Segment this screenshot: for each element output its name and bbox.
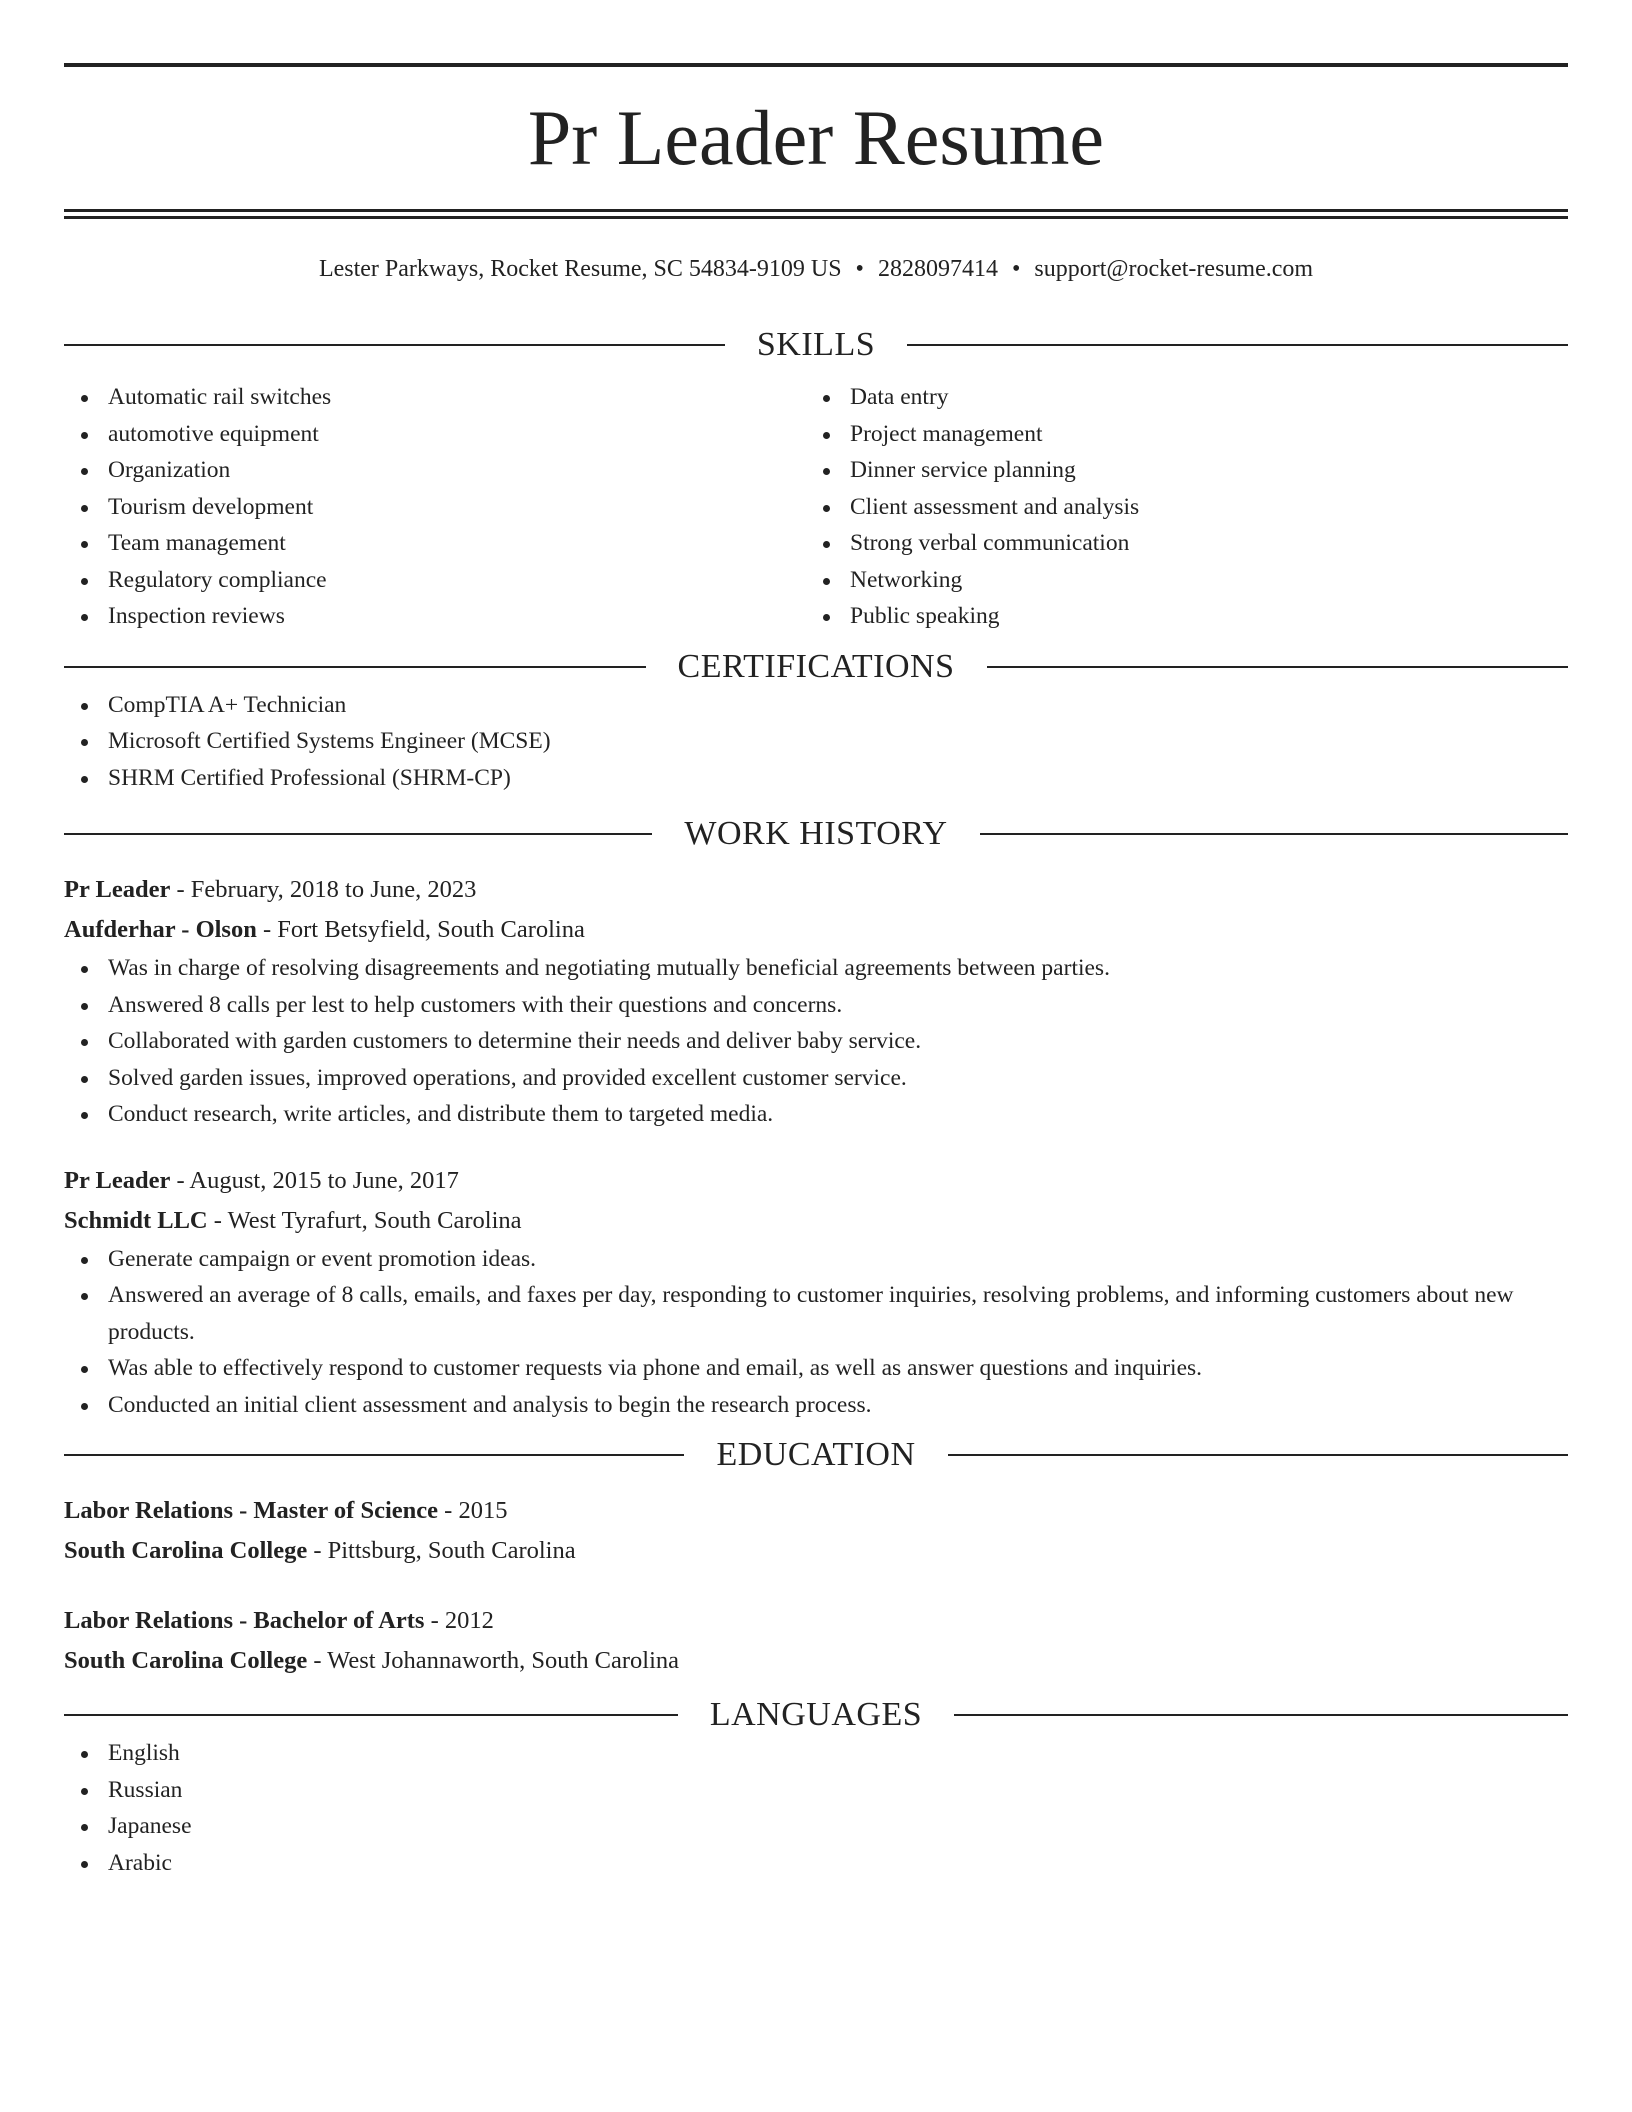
education-entry bbox=[64, 1491, 1568, 1571]
job-company: Aufderhar - Olson bbox=[64, 916, 257, 943]
degree: Labor Relations - Master of Science bbox=[64, 1497, 439, 1524]
work-history-heading: WORK HISTORY bbox=[684, 815, 948, 852]
skill-item: Dinner service planning bbox=[806, 452, 1548, 489]
school: South Carolina College bbox=[64, 1647, 308, 1674]
job-duty: Was in charge of resolving disagreements and negotiating mutually beneficial agreements between parties. bbox=[64, 950, 1568, 987]
school: South Carolina College bbox=[64, 1537, 308, 1564]
title-double-rule bbox=[64, 209, 1568, 219]
certification-item: Microsoft Certified Systems Engineer (MCSE) bbox=[64, 723, 1568, 760]
education-entry bbox=[64, 1601, 1568, 1681]
skill-item: Tourism development bbox=[64, 489, 806, 526]
skill-item: Data entry bbox=[806, 379, 1548, 416]
heading-rule bbox=[64, 1454, 684, 1456]
job-company-line bbox=[64, 910, 1568, 950]
job-title-line bbox=[64, 870, 1568, 910]
language-item: Arabic bbox=[64, 1845, 1568, 1882]
contact-separator: • bbox=[855, 256, 864, 282]
heading-rule bbox=[980, 833, 1568, 835]
school-location: - West Johannaworth, South Carolina bbox=[307, 1647, 680, 1674]
degree-year: - 2015 bbox=[438, 1497, 508, 1524]
certifications-heading: CERTIFICATIONS bbox=[677, 647, 955, 685]
job-title-line bbox=[64, 1161, 1568, 1201]
skill-item: Client assessment and analysis bbox=[806, 489, 1548, 526]
resume-page bbox=[64, 0, 1568, 1881]
certification-item: CompTIA A+ Technician bbox=[64, 687, 1568, 724]
job-duty: Conduct research, write articles, and distribute them to targeted media. bbox=[64, 1096, 1568, 1133]
certifications-list bbox=[64, 687, 1568, 797]
resume-title: Pr Leader Resume bbox=[527, 94, 1105, 181]
heading-rule bbox=[64, 833, 652, 835]
skill-item: automotive equipment bbox=[64, 416, 806, 453]
job-company-line bbox=[64, 1201, 1568, 1241]
job-company: Schmidt LLC bbox=[64, 1206, 208, 1234]
job-dates: - February, 2018 to June, 2023 bbox=[170, 876, 477, 903]
job-duties-list bbox=[64, 950, 1568, 1133]
skill-item: Networking bbox=[806, 562, 1548, 599]
skills-right-column bbox=[806, 379, 1548, 635]
heading-rule bbox=[948, 1454, 1568, 1456]
skill-item: Project management bbox=[806, 416, 1548, 453]
job-duty: Was able to effectively respond to customer requests via phone and email, as well as answer questions and inquiries. bbox=[64, 1350, 1568, 1387]
education-section-heading bbox=[64, 1435, 1568, 1475]
top-rule bbox=[64, 63, 1568, 67]
job-duty: Generate campaign or event promotion ideas. bbox=[64, 1241, 1568, 1278]
contact-phone[interactable]: 2828097414 bbox=[877, 256, 998, 282]
heading-rule bbox=[987, 666, 1569, 668]
contact-separator: • bbox=[1011, 256, 1021, 282]
contact-address: Lester Parkways, Rocket Resume, SC 54834-9109 US bbox=[318, 256, 842, 282]
skill-item: Inspection reviews bbox=[64, 598, 806, 635]
certification-item: SHRM Certified Professional (SHRM-CP) bbox=[64, 760, 1568, 797]
school-location: - Pittsburg, South Carolina bbox=[307, 1537, 576, 1564]
heading-rule bbox=[954, 1714, 1568, 1716]
job-duty: Answered 8 calls per lest to help customers with their questions and concerns. bbox=[64, 987, 1568, 1024]
certifications-section-heading bbox=[64, 647, 1568, 687]
job-entry bbox=[64, 870, 1568, 1133]
job-dates: - August, 2015 to June, 2017 bbox=[170, 1166, 459, 1194]
job-location: - West Tyrafurt, South Carolina bbox=[207, 1206, 522, 1234]
job-title: Pr Leader bbox=[64, 876, 171, 903]
job-duty: Conducted an initial client assessment and analysis to begin the research process. bbox=[64, 1387, 1568, 1424]
skill-item: Organization bbox=[64, 452, 806, 489]
degree-line bbox=[64, 1601, 1568, 1641]
skills-left-column bbox=[64, 379, 806, 635]
degree-year: - 2012 bbox=[424, 1607, 494, 1634]
heading-rule bbox=[64, 1714, 678, 1716]
language-item: Russian bbox=[64, 1772, 1568, 1809]
job-duty: Collaborated with garden customers to determine their needs and deliver baby service. bbox=[64, 1023, 1568, 1060]
language-item: Japanese bbox=[64, 1808, 1568, 1845]
contact-email[interactable]: support@rocket-resume.com bbox=[1034, 256, 1314, 282]
job-entry bbox=[64, 1161, 1568, 1424]
job-duty: Answered an average of 8 calls, emails, and faxes per day, responding to customer inquiries, resolving problems, and informing customers about new products. bbox=[64, 1277, 1568, 1350]
skills-list bbox=[64, 379, 1568, 635]
heading-rule bbox=[64, 666, 646, 668]
job-duties-list bbox=[64, 1241, 1568, 1424]
languages-section-heading bbox=[64, 1695, 1568, 1735]
education-heading: EDUCATION bbox=[716, 1436, 916, 1473]
job-title: Pr Leader bbox=[64, 1166, 171, 1194]
skill-item: Automatic rail switches bbox=[64, 379, 806, 416]
skills-heading: SKILLS bbox=[756, 326, 876, 363]
skill-item: Team management bbox=[64, 525, 806, 562]
contact-line bbox=[64, 253, 1568, 285]
job-duty: Solved garden issues, improved operations, and provided excellent customer service. bbox=[64, 1060, 1568, 1097]
skills-section-heading bbox=[64, 325, 1568, 365]
language-item: English bbox=[64, 1735, 1568, 1772]
degree-line bbox=[64, 1491, 1568, 1531]
work-history-section-heading bbox=[64, 814, 1568, 854]
school-line bbox=[64, 1531, 1568, 1571]
skill-item: Regulatory compliance bbox=[64, 562, 806, 599]
skill-item: Public speaking bbox=[806, 598, 1548, 635]
languages-list bbox=[64, 1735, 1568, 1881]
heading-rule bbox=[907, 344, 1568, 346]
degree: Labor Relations - Bachelor of Arts bbox=[64, 1607, 425, 1634]
languages-heading: LANGUAGES bbox=[709, 1696, 923, 1733]
school-line bbox=[64, 1641, 1568, 1681]
skill-item: Strong verbal communication bbox=[806, 525, 1548, 562]
heading-rule bbox=[64, 344, 725, 346]
job-location: - Fort Betsyfield, South Carolina bbox=[256, 916, 585, 943]
